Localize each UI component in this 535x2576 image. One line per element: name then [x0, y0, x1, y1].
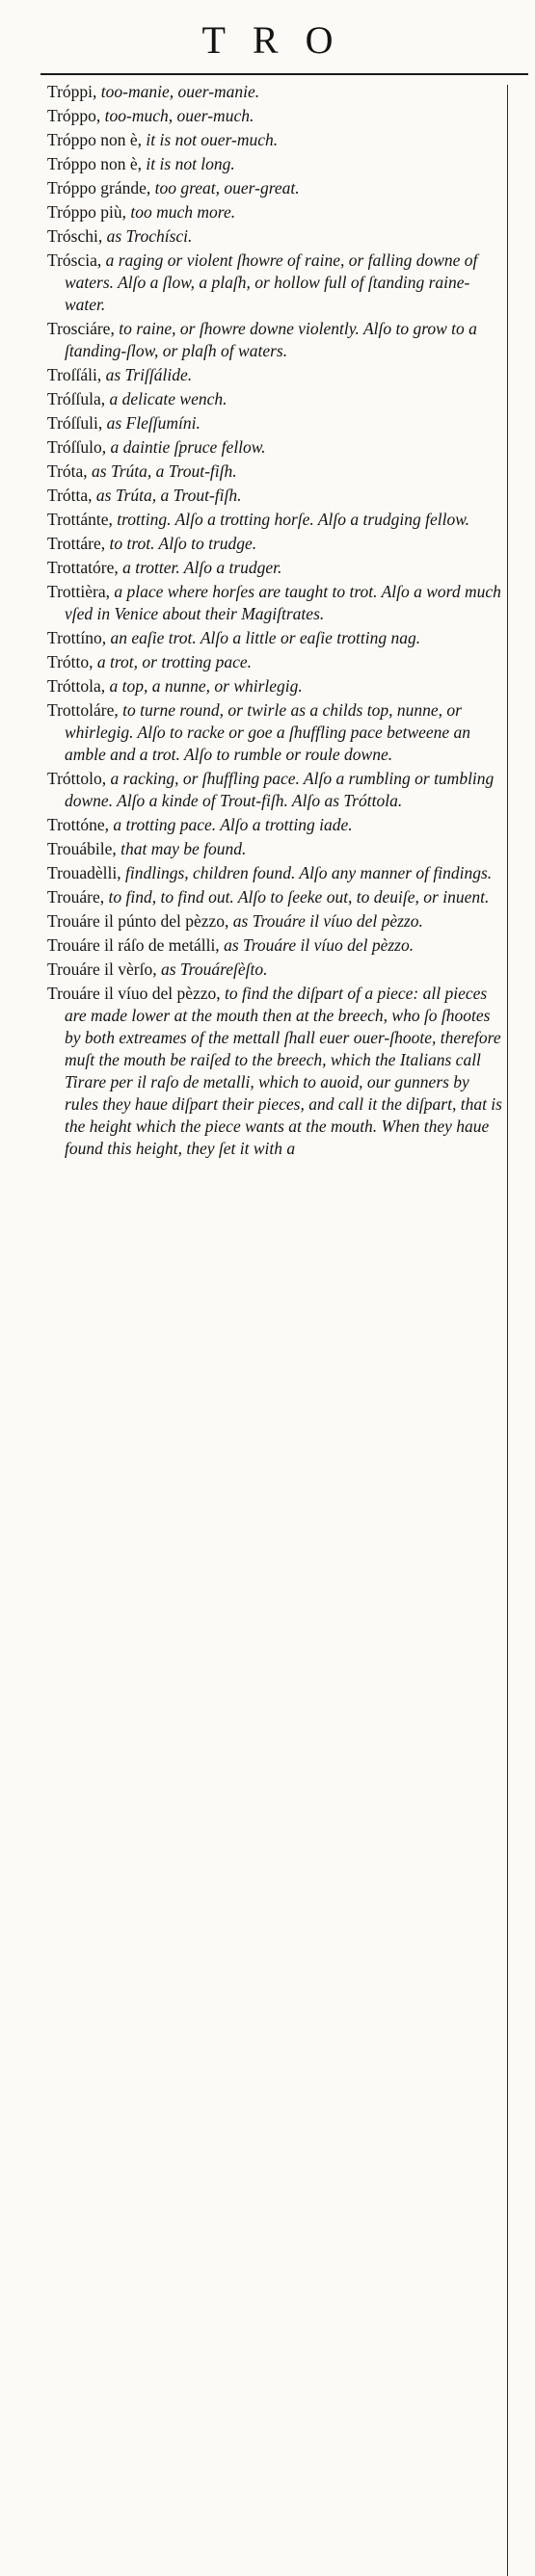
entry-definition: it is not ouer-much. — [146, 130, 279, 149]
entry-headword: Trouadèlli, — [47, 863, 121, 882]
dictionary-entry — [47, 105, 505, 127]
entry-definition: as Trúta, a Trout-fiſh. — [92, 461, 237, 481]
dictionary-entry — [47, 651, 505, 673]
dictionary-entry — [47, 675, 505, 697]
entry-headword: Trottíno, — [47, 628, 107, 647]
dictionary-entry — [47, 388, 505, 410]
entry-definition: to find the diſpart of a piece: all pieces are made lower at the mouth then at the breech, who ſo ſhootes by both extreames of the mettall ſhall euer ouer-ſhoote, therefore muſt the mouth be raiſed to the breech, which the Italians call Tirare per il raſo de metalli, which to auoid, our gunners by rules they haue diſpart their pieces, and call it the diſpart, that is the height which the piece wants at the mouth. When they haue found this height, they ſet it with a — [65, 984, 502, 1158]
entry-definition: a trotter. Alſo a trudger. — [122, 558, 282, 577]
entry-headword: Tróſſula, — [47, 389, 106, 408]
entry-headword: Tróſſulo, — [47, 437, 107, 457]
entry-headword: Trottatóre, — [47, 558, 119, 577]
dictionary-entry — [47, 129, 505, 151]
dictionary-entry — [47, 153, 505, 175]
entry-headword: Tróppo gránde, — [47, 178, 151, 197]
dictionary-entry — [47, 983, 505, 1160]
entry-headword: Troſſáli, — [47, 365, 102, 384]
dictionary-entry — [47, 412, 505, 434]
entry-headword: Trouáre il ráſo de metálli, — [47, 935, 220, 955]
column-rule — [507, 85, 508, 2576]
entry-definition: findlings, children found. Alſo any manner of findings. — [125, 863, 493, 882]
dictionary-entry — [47, 910, 505, 933]
entry-headword: Trottánte, — [47, 510, 113, 529]
dictionary-entry — [47, 436, 505, 459]
entry-definition: too great, ouer-great. — [154, 178, 300, 197]
page-heading: TRO — [201, 18, 361, 62]
entry-definition: a daintie ſpruce fellow. — [110, 437, 266, 457]
entry-definition: a trotting pace. Alſo a trotting iade. — [113, 815, 353, 834]
entry-headword: Tróſſuli, — [47, 413, 103, 433]
entry-definition: as Trouáre il víuo del pèzzo. — [232, 911, 423, 931]
dictionary-entry — [47, 533, 505, 555]
entry-definition: to find, to find out. Alſo to ſeeke out, to deuiſe, or inuent. — [108, 887, 490, 907]
entry-headword: Tróta, — [47, 461, 88, 481]
dictionary-entry — [47, 177, 505, 199]
entry-headword: Tróppo, — [47, 106, 101, 125]
entry-headword: Tróppo più, — [47, 202, 127, 222]
entry-definition: as Trochísci. — [106, 226, 193, 246]
entry-definition: a delicate wench. — [109, 389, 227, 408]
dictionary-entry — [47, 768, 505, 812]
entry-headword: Tróttolo, — [47, 769, 107, 788]
entry-definition: to turne round, or twirle as a childs top, nunne, or whirlegig. Alſo to racke or goe a ſhuffling pace betweene an amble and a trot. Alſo to rumble or roule downe. — [65, 700, 471, 764]
entry-headword: Trottóne, — [47, 815, 110, 834]
entry-definition: an eaſie trot. Alſo a little or eaſie trotting nag. — [110, 628, 421, 647]
entry-definition: a trot, or trotting pace. — [96, 652, 252, 671]
dictionary-entry — [47, 934, 505, 957]
entry-definition: as Trouáre il víuo del pèzzo. — [224, 935, 415, 955]
dictionary-entry — [47, 862, 505, 884]
dictionary-entry — [47, 627, 505, 649]
entry-headword: Trouábile, — [47, 839, 117, 858]
entry-definition: to trot. Alſo to trudge. — [109, 534, 257, 553]
dictionary-entry — [47, 364, 505, 386]
entry-headword: Trottáre, — [47, 534, 106, 553]
entry-list — [47, 81, 505, 1162]
entry-headword: Trouáre, — [47, 887, 105, 907]
entry-headword: Trótta, — [47, 486, 93, 505]
entry-headword: Trottoláre, — [47, 700, 119, 720]
entry-definition: as Trouáreſèſto. — [160, 959, 268, 979]
entry-headword: Trottièra, — [47, 582, 110, 601]
entry-headword: Tróttola, — [47, 676, 106, 696]
entry-definition: a top, a nunne, or whirlegig. — [109, 676, 303, 696]
dictionary-entry — [47, 838, 505, 860]
dictionary-entry — [47, 557, 505, 579]
dictionary-entry — [47, 318, 505, 362]
dictionary-entry — [47, 460, 505, 483]
entry-headword: Trótto, — [47, 652, 94, 671]
entry-headword: Trouáre il vèrſo, — [47, 959, 157, 979]
dictionary-entry — [47, 225, 505, 248]
entry-headword: Tróscia, — [47, 250, 102, 270]
dictionary-entry — [47, 250, 505, 316]
header-rule — [40, 73, 528, 75]
entry-definition: too-manie, ouer-manie. — [100, 82, 260, 101]
entry-definition: too-much, ouer-much. — [104, 106, 254, 125]
entry-definition: a raging or violent ſhowre of raine, or falling downe of waters. Alſo a ſlow, a plaſh, or hollow full of ſtanding raine-water. — [65, 250, 478, 314]
entry-headword: Trosciáre, — [47, 319, 115, 338]
dictionary-entry — [47, 814, 505, 836]
dictionary-entry — [47, 581, 505, 625]
dictionary-entry — [47, 699, 505, 766]
entry-definition: a place where horſes are taught to trot. Alſo a word much vſed in Venice about their Magiſtrates. — [65, 582, 501, 623]
dictionary-entry — [47, 81, 505, 103]
entry-definition: as Fleſſumíni. — [106, 413, 201, 433]
dictionary-entry — [47, 201, 505, 223]
entry-definition: that may be found. — [120, 839, 247, 858]
entry-definition: trotting. Alſo a trotting horſe. Alſo a trudging fellow. — [117, 510, 470, 529]
entry-headword: Tróppo non è, — [47, 154, 143, 173]
dictionary-entry — [47, 886, 505, 908]
dictionary-entry — [47, 485, 505, 507]
entry-definition: a racking, or ſhuffling pace. Alſo a rumbling or tumbling downe. Alſo a kinde of Trout-fiſh. Alſo as Tróttola. — [65, 769, 495, 810]
dictionary-entry — [47, 509, 505, 531]
entry-headword: Trouáre il púnto del pèzzo, — [47, 911, 229, 931]
dictionary-entry — [47, 959, 505, 981]
entry-definition: as Trúta, a Trout-fiſh. — [95, 486, 242, 505]
entry-headword: Tróschi, — [47, 226, 103, 246]
entry-headword: Tróppi, — [47, 82, 97, 101]
entry-headword: Tróppo non è, — [47, 130, 143, 149]
entry-definition: it is not long. — [146, 154, 235, 173]
entry-definition: too much more. — [130, 202, 236, 222]
entry-definition: to raine, or ſhowre downe violently. Alſo to grow to a ſtanding-ſlow, or plaſh of waters. — [65, 319, 477, 360]
entry-headword: Trouáre il víuo del pèzzo, — [47, 984, 221, 1003]
entry-definition: as Triſſálide. — [105, 365, 193, 384]
